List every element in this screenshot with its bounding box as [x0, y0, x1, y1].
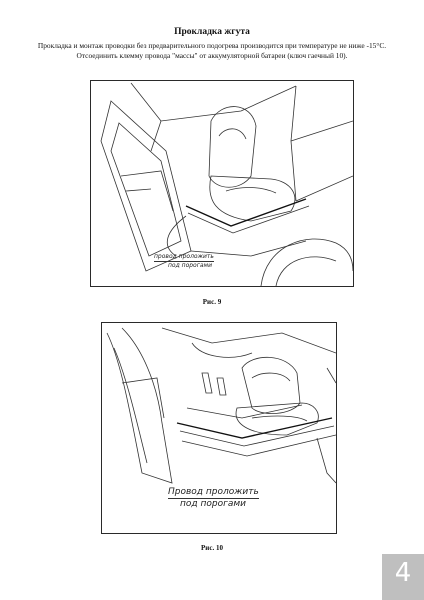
figure-9-note-line-2: под порогами	[168, 262, 212, 269]
car-door-sill-drawing-9	[91, 81, 353, 286]
figure-10-note-line-1: Провод проложить	[168, 487, 259, 497]
page-number: 4	[394, 558, 412, 588]
section-heading: Прокладка жгута	[174, 27, 250, 37]
intro-paragraph-2: Отсоединить клемму провода "массы" от аккумуляторной батареи (ключ гаечный 10).	[76, 51, 348, 60]
figure-10-illustration	[101, 322, 337, 534]
figure-10-caption: Рис. 10	[201, 544, 223, 552]
intro-text	[30, 41, 394, 61]
figure-10-note-line-2: под порогами	[180, 499, 246, 509]
figure-9-note-line-1: провод проложить	[154, 253, 214, 260]
figure-10-note	[168, 487, 259, 509]
intro-paragraph-1: Прокладка и монтаж проводки без предварительного подогрева производится при температуре не ниже -15°С.	[37, 41, 387, 50]
figure-9-illustration	[90, 80, 354, 287]
figure-9-note	[154, 253, 214, 269]
page-number-tab	[382, 554, 424, 600]
figure-9-caption: Рис. 9	[202, 298, 222, 306]
